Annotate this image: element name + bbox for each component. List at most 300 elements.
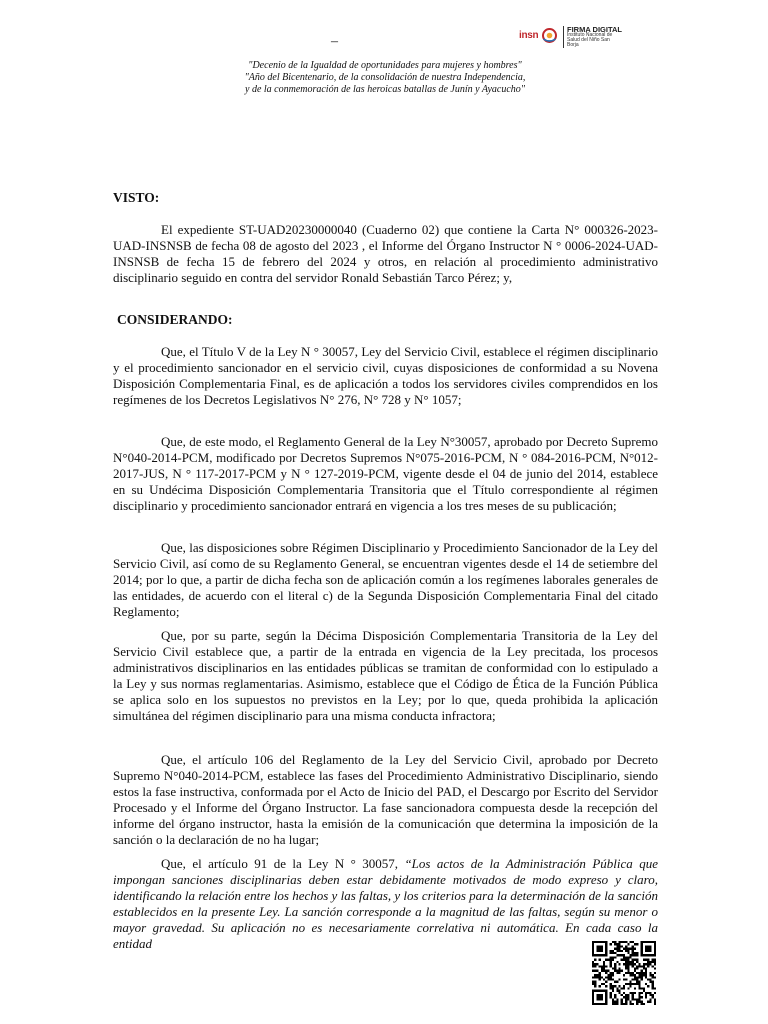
qr-module [605, 985, 607, 987]
qr-module [627, 996, 629, 998]
qr-module [596, 976, 598, 978]
qr-module [610, 992, 612, 994]
qr-module [614, 1003, 616, 1005]
qr-module [627, 963, 629, 965]
qr-module [638, 987, 640, 989]
qr-module [623, 963, 625, 965]
qr-module [645, 996, 647, 998]
qr-module [641, 970, 643, 972]
qr-module [634, 952, 636, 954]
qr-module [614, 981, 616, 983]
visto-heading: VISTO: [113, 190, 160, 205]
qr-module [610, 974, 612, 976]
qr-module [594, 976, 596, 978]
qr-module [632, 998, 634, 1000]
qr-module [623, 1003, 625, 1005]
qr-module [616, 990, 618, 992]
qr-module [632, 948, 634, 950]
qr-module [612, 985, 614, 987]
qr-module [652, 987, 654, 989]
qr-module [636, 979, 638, 981]
qr-module [649, 994, 651, 996]
qr-module [610, 979, 612, 981]
qr-module [654, 992, 656, 994]
qr-module [641, 965, 643, 967]
qr-module [638, 998, 640, 1000]
signature-title: FIRMA DIGITAL [567, 24, 622, 34]
qr-module [645, 983, 647, 985]
qr-module [647, 963, 649, 965]
qr-module [614, 965, 616, 967]
qr-module [634, 943, 636, 945]
qr-module [621, 954, 623, 956]
qr-module [599, 959, 601, 961]
qr-module [592, 983, 594, 985]
qr-module [596, 945, 603, 952]
qr-module [636, 983, 638, 985]
qr-module [643, 965, 645, 967]
qr-module [641, 972, 643, 974]
qr-module [643, 990, 645, 992]
qr-module [649, 963, 651, 965]
qr-module [647, 959, 649, 961]
qr-module [652, 985, 654, 987]
qr-module [654, 967, 656, 969]
qr-module [630, 1003, 632, 1005]
qr-module [645, 974, 647, 976]
qr-module [632, 994, 634, 996]
qr-module [636, 998, 638, 1000]
qr-module [607, 959, 609, 961]
qr-module [623, 992, 625, 994]
qr-module [630, 983, 632, 985]
qr-module [603, 967, 605, 969]
qr-module [649, 972, 651, 974]
qr-module [618, 941, 620, 943]
qr-module [614, 1001, 616, 1003]
qr-module [610, 961, 612, 963]
qr-module [610, 952, 612, 954]
qr-module [634, 959, 636, 961]
qr-module [641, 979, 643, 981]
qr-module [601, 970, 603, 972]
qr-module [612, 1003, 614, 1005]
qr-module [623, 954, 625, 956]
qr-module [601, 965, 603, 967]
qr-module [621, 994, 623, 996]
qr-module [599, 976, 601, 978]
qr-module [605, 976, 607, 978]
qr-module [616, 950, 618, 952]
qr-module [616, 998, 618, 1000]
qr-module [636, 954, 638, 956]
qr-module [616, 943, 618, 945]
qr-module [641, 1003, 643, 1005]
qr-module [643, 967, 645, 969]
qr-module [636, 961, 638, 963]
qr-module [592, 961, 594, 963]
qr-module [594, 974, 596, 976]
qr-module [625, 965, 627, 967]
qr-module [627, 952, 629, 954]
qr-module [654, 961, 656, 963]
qr-module [647, 979, 649, 981]
qr-module [638, 963, 640, 965]
qr-module [634, 948, 636, 950]
qr-module [649, 961, 651, 963]
qr-module [603, 961, 605, 963]
decenio-line: y de la conmemoración de las heroicas batallas de Junín y Ayacucho" [245, 84, 525, 95]
qr-module [621, 1003, 623, 1005]
qr-module [652, 976, 654, 978]
qr-module [623, 979, 625, 981]
qr-module [610, 963, 612, 965]
qr-module [623, 996, 625, 998]
qr-module [592, 976, 594, 978]
qr-module [610, 985, 612, 987]
qr-module [630, 948, 632, 950]
qr-module [625, 994, 627, 996]
qr-module [632, 961, 634, 963]
qr-module [625, 998, 627, 1000]
visto-paragraph: El expediente ST-UAD20230000040 (Cuaderno 02) que contiene la Carta N° 000326-2023-UAD-INSNSB de fecha 08 de agosto del 2023 , el Informe del Órgano Instructor N ° 0006-2024-UAD-INSNSB de fecha 15 de febrero del 2024 y otros, en relación al procedimiento administrativo disciplinario seguido en contra del servidor Ronald Sebastián Tarco Pérez; y, [113, 222, 658, 285]
qr-module [625, 983, 627, 985]
qr-module [625, 961, 627, 963]
decenio-header [150, 60, 620, 96]
qr-module [601, 976, 603, 978]
qr-module [634, 983, 636, 985]
qr-module [621, 950, 623, 952]
qr-module [616, 961, 618, 963]
qr-module [654, 963, 656, 965]
qr-module [627, 956, 629, 958]
qr-module [649, 1001, 651, 1003]
qr-module [596, 963, 598, 965]
qr-module [636, 1003, 638, 1005]
qr-module [618, 970, 620, 972]
qr-module [596, 970, 598, 972]
header-dash: – [331, 34, 338, 49]
qr-module [641, 987, 643, 989]
insn-logo-icon [542, 28, 557, 43]
qr-module [621, 987, 623, 989]
qr-module [632, 952, 634, 954]
qr-module [647, 965, 649, 967]
qr-module [630, 961, 632, 963]
qr-module [627, 983, 629, 985]
qr-module [647, 992, 649, 994]
qr-module [652, 994, 654, 996]
qr-module [592, 970, 594, 972]
qr-module [638, 972, 640, 974]
qr-module [603, 965, 605, 967]
qr-module [649, 974, 651, 976]
qr-module [612, 952, 614, 954]
qr-module [627, 994, 629, 996]
qr-module [638, 992, 640, 994]
qr-module [645, 992, 647, 994]
qr-module [627, 965, 629, 967]
signature-institution-line: Salud del Niño San [567, 37, 610, 44]
qr-module [614, 952, 616, 954]
qr-module [632, 950, 634, 952]
qr-module [625, 950, 627, 952]
qr-module [634, 974, 636, 976]
qr-module [654, 998, 656, 1000]
qr-module [638, 996, 640, 998]
qr-module [649, 979, 651, 981]
qr-module [638, 974, 640, 976]
qr-module [594, 985, 596, 987]
qr-module [638, 985, 640, 987]
qr-module [610, 996, 612, 998]
qr-module [614, 943, 616, 945]
qr-module [630, 981, 632, 983]
insn-logo [519, 26, 561, 48]
qr-module [621, 1001, 623, 1003]
qr-module [645, 994, 647, 996]
qr-module [625, 945, 627, 947]
qr-module [612, 998, 614, 1000]
qr-module [618, 985, 620, 987]
qr-module [614, 967, 616, 969]
qr-module [610, 987, 612, 989]
qr-module [645, 976, 647, 978]
qr-module [636, 981, 638, 983]
qr-module [610, 994, 612, 996]
qr-module [632, 983, 634, 985]
qr-module [645, 970, 647, 972]
qr-module [599, 972, 601, 974]
qr-module [632, 954, 634, 956]
qr-module [605, 981, 607, 983]
qr-module [632, 941, 634, 943]
qr-module [623, 974, 625, 976]
qr-module [647, 961, 649, 963]
qr-module [627, 943, 629, 945]
qr-module [627, 970, 629, 972]
qr-module [645, 959, 647, 961]
qr-module [632, 972, 634, 974]
qr-module [616, 1001, 618, 1003]
qr-module [654, 972, 656, 974]
qr-module [599, 979, 601, 981]
decenio-line: "Decenio de la Igualdad de oportunidades para mujeres y hombres" [248, 60, 522, 71]
qr-module [614, 963, 616, 965]
qr-module [652, 981, 654, 983]
qr-module [596, 974, 598, 976]
qr-module [618, 943, 620, 945]
qr-module [592, 981, 594, 983]
qr-module [625, 948, 627, 950]
qr-module [627, 987, 629, 989]
qr-module [607, 974, 609, 976]
qr-module [627, 972, 629, 974]
qr-module [643, 974, 645, 976]
qr-module [632, 1003, 634, 1005]
qr-module [594, 965, 596, 967]
qr-module [610, 950, 612, 952]
qr-module [654, 987, 656, 989]
qr-module [645, 945, 652, 952]
qr-module [612, 1001, 614, 1003]
qr-module [630, 992, 632, 994]
qr-module [632, 992, 634, 994]
qr-module [654, 1003, 656, 1005]
qr-module [618, 992, 620, 994]
qr-module [612, 950, 614, 952]
qr-module [643, 963, 645, 965]
qr-module [625, 956, 627, 958]
qr-module [610, 983, 612, 985]
qr-module [641, 976, 643, 978]
qr-module [630, 954, 632, 956]
qr-module [638, 994, 640, 996]
qr-module [592, 965, 594, 967]
qr-module [618, 954, 620, 956]
qr-module [607, 976, 609, 978]
qr-module [625, 941, 627, 943]
article-91-intro: Que, el artículo 91 de la Ley N ° 30057, [161, 856, 405, 871]
qr-module [616, 970, 618, 972]
qr-module [654, 959, 656, 961]
qr-module [634, 979, 636, 981]
qr-module [630, 972, 632, 974]
qr-module [594, 981, 596, 983]
considerando-paragraph-article-91 [113, 856, 658, 952]
qr-module [621, 959, 623, 961]
qr-module [605, 970, 607, 972]
qr-module [643, 1003, 645, 1005]
qr-module [630, 956, 632, 958]
qr-module [625, 979, 627, 981]
qr-module [652, 974, 654, 976]
qr-module [614, 956, 616, 958]
qr-module [636, 943, 638, 945]
qr-module [616, 987, 618, 989]
qr-module [630, 963, 632, 965]
qr-module [618, 979, 620, 981]
qr-module [623, 956, 625, 958]
qr-module [630, 941, 632, 943]
qr-module [632, 965, 634, 967]
article-91-quote: “Los actos de la Administración Pública que impongan sanciones disciplinarias deben estar debidamente motivados de modo expreso y claro, identificando la relación entre los hechos y las faltas, y los criterios para la determinación de la sanción establecidos en la presente Ley. La sanción corresponde a la magnitud de las faltas, según su menor o mayor gravedad. Su aplicación no es necesariamente correlativa ni automática. En cada caso la entidad [113, 856, 658, 951]
qr-module [618, 967, 620, 969]
qr-module [634, 970, 636, 972]
qr-module [627, 948, 629, 950]
qr-module [636, 972, 638, 974]
qr-module [612, 941, 614, 943]
qr-module [636, 959, 638, 961]
qr-module [607, 979, 609, 981]
signature-institution-line: Instituto Nacional de [567, 32, 613, 39]
qr-module [625, 996, 627, 998]
qr-module [654, 1001, 656, 1003]
qr-module [652, 996, 654, 998]
qr-module [636, 965, 638, 967]
qr-module [610, 956, 612, 958]
qr-module [599, 965, 601, 967]
qr-module [610, 976, 612, 978]
qr-module [638, 976, 640, 978]
qr-module [625, 959, 627, 961]
qr-module [630, 1001, 632, 1003]
qr-module [638, 983, 640, 985]
qr-module [596, 994, 603, 1001]
qr-module [621, 998, 623, 1000]
qr-module [612, 987, 614, 989]
qr-module [641, 992, 643, 994]
qr-module [599, 974, 601, 976]
qr-module [649, 992, 651, 994]
qr-module [605, 959, 607, 961]
qr-module [618, 945, 620, 947]
qr-module [610, 972, 612, 974]
qr-module [623, 941, 625, 943]
qr-module [625, 1003, 627, 1005]
qr-module [627, 998, 629, 1000]
qr-module [610, 959, 612, 961]
qr-module [623, 987, 625, 989]
considerando-paragraph: Que, el Título V de la Ley N ° 30057, Ley del Servicio Civil, establece el régimen disciplinario y el procedimiento sancionador en el servicio civil, cuyas disposiciones de conformidad a su Novena Disposición Complementaria Final, es de aplicación a todos los servidores civiles comprendidos en los regímenes de los Decretos Legislativos N° 276, N° 728 y N° 1057; [113, 344, 658, 407]
qr-module [641, 1001, 643, 1003]
qr-code [592, 941, 656, 1005]
qr-module [652, 961, 654, 963]
qr-module [594, 983, 596, 985]
qr-module [652, 983, 654, 985]
qr-module [616, 945, 618, 947]
considerando-heading: CONSIDERANDO: [117, 312, 233, 327]
qr-module [612, 972, 614, 974]
qr-module [592, 963, 594, 965]
qr-module [634, 987, 636, 989]
qr-module [636, 1001, 638, 1003]
qr-module [645, 967, 647, 969]
qr-module [634, 967, 636, 969]
qr-module [634, 992, 636, 994]
qr-module [623, 948, 625, 950]
qr-module [638, 981, 640, 983]
qr-module [645, 972, 647, 974]
qr-module [614, 996, 616, 998]
qr-module [638, 965, 640, 967]
qr-module [603, 963, 605, 965]
qr-module [641, 996, 643, 998]
qr-module [645, 963, 647, 965]
qr-module [616, 1003, 618, 1005]
qr-module [603, 983, 605, 985]
qr-module [618, 963, 620, 965]
qr-module [603, 970, 605, 972]
qr-module [594, 963, 596, 965]
qr-module [634, 963, 636, 965]
qr-module [632, 945, 634, 947]
logo-text: insn [519, 30, 539, 41]
decenio-line: "Año del Bicentenario, de la consolidación de nuestra Independencia, [244, 72, 526, 83]
qr-module [643, 959, 645, 961]
considerando-paragraph: Que, el artículo 106 del Reglamento de la Ley del Servicio Civil, aprobado por Decreto Supremo N°040-2014-PCM, establece las fases del Procedimiento Administrativo Disciplinario, siendo estos la fase instructiva, conformada por el Acto de Inicio del PAD, el Descargo por Escrito del Servidor Procesado y el Informe del Órgano Instructor. La fase sancionadora compuesta desde la recepción del informe del órgano instructor, hasta la emisión de la comunicación que determina la imposición de la sanción o la declaración de no ha lugar; [113, 752, 658, 847]
qr-module [616, 972, 618, 974]
qr-module [634, 998, 636, 1000]
qr-module [614, 941, 616, 943]
qr-module [594, 970, 596, 972]
qr-module [614, 948, 616, 950]
qr-module [621, 941, 623, 943]
qr-module [627, 950, 629, 952]
qr-module [625, 963, 627, 965]
qr-module [612, 979, 614, 981]
qr-module [614, 994, 616, 996]
